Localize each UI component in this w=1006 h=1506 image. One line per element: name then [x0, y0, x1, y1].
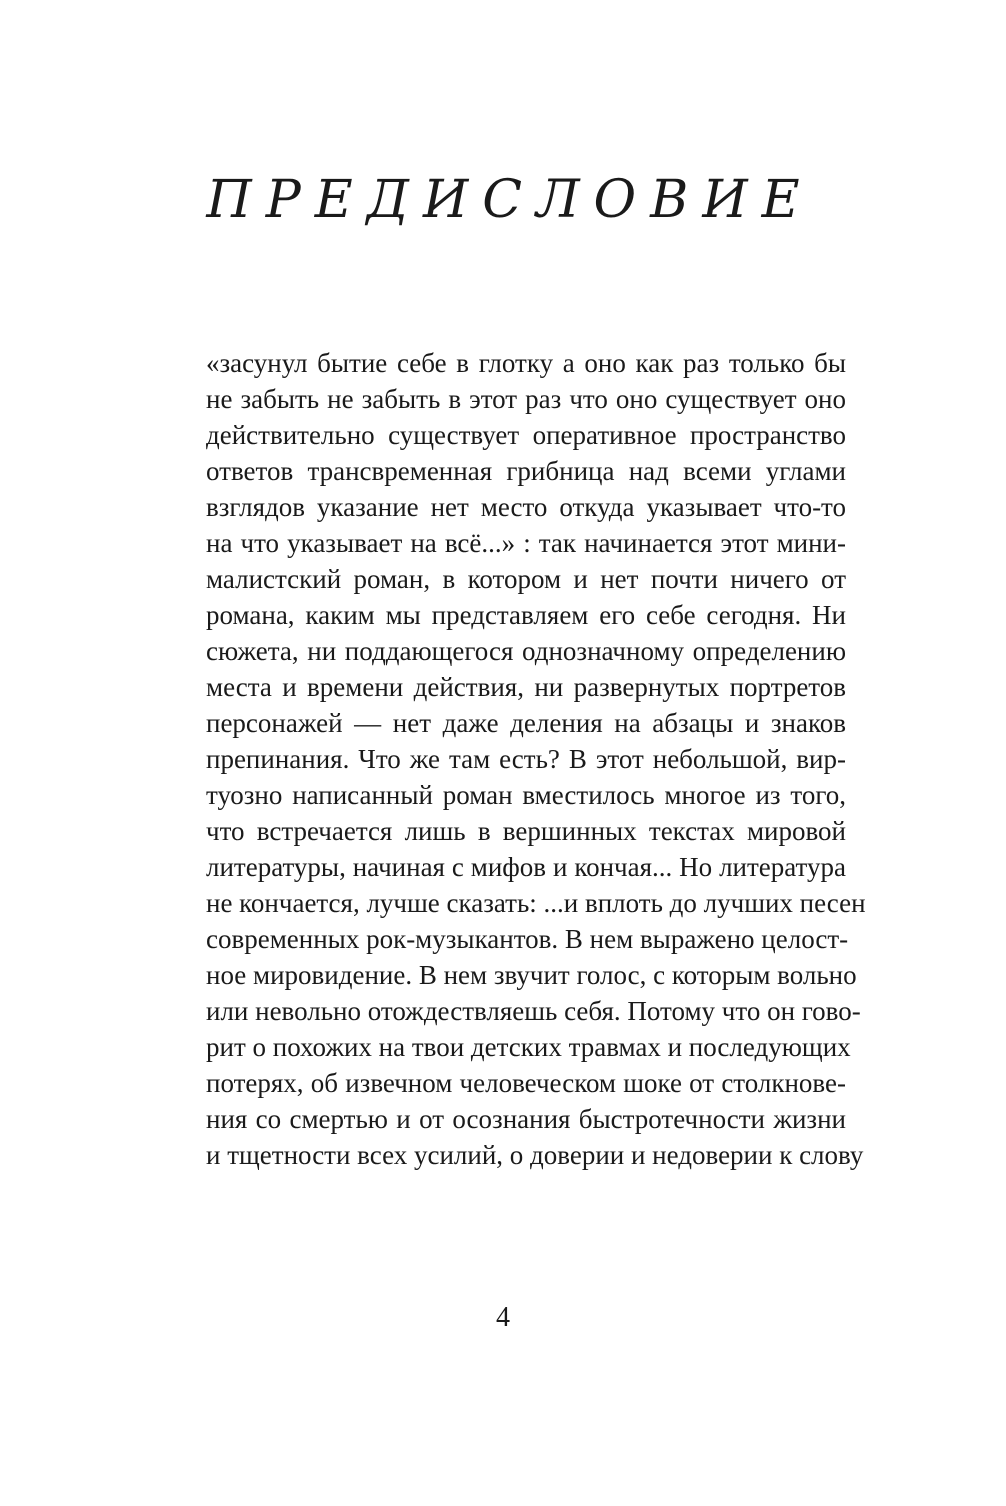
text-line: персонажей — нет даже деления на абзацы и знаков	[206, 708, 846, 738]
page-title: ПРЕДИСЛОВИЕ	[206, 170, 814, 230]
text-line: места и времени действия, ни развернутых портретов	[206, 672, 846, 702]
text-line: не кончается, лучше сказать: ...и вплоть до лучших песен	[206, 888, 866, 918]
text-line: взглядов указание нет место откуда указывает что-то	[206, 492, 846, 522]
text-line: романа, каким мы представляем его себе сегодня. Ни	[206, 600, 846, 630]
text-line: малистский роман, в котором и нет почти ничего от	[206, 564, 846, 594]
text-line: на что указывает на всё...» : так начинается этот мини-	[206, 528, 846, 558]
text-line: туозно написанный роман вместилось многое из того,	[206, 780, 846, 810]
text-line: что встречается лишь в вершинных текстах мировой	[206, 816, 846, 846]
text-line: препинания. Что же там есть? В этот небольшой, вир-	[206, 744, 846, 774]
text-line: действительно существует оперативное пространство	[206, 420, 846, 450]
text-line: литературы, начиная с мифов и кончая... Но литература	[206, 852, 846, 882]
text-line: и тщетности всех усилий, о доверии и недоверии к слову	[206, 1140, 864, 1170]
text-line: сюжета, ни поддающегося однозначному определению	[206, 636, 846, 666]
text-line: ответов трансвременная грибница над всеми углами	[206, 456, 846, 486]
preface-paragraph	[206, 345, 866, 1173]
text-line: современных рок-музыкантов. В нем выражено целост-	[206, 924, 849, 954]
text-line: «засунул бытие себе в глотку а оно как раз только бы	[206, 348, 846, 378]
text-line: рит о похожих на твои детских травмах и последующих	[206, 1032, 851, 1062]
text-line: ния со смертью и от осознания быстротечности жизни	[206, 1104, 846, 1134]
page-number: 4	[496, 1302, 510, 1333]
text-line: не забыть не забыть в этот раз что оно существует оно	[206, 384, 846, 414]
text-line: ное мировидение. В нем звучит голос, с которым вольно	[206, 960, 857, 990]
text-line: или невольно отождествляешь себя. Потому что он гово-	[206, 996, 861, 1026]
text-line: потерях, об извечном человеческом шоке от столкнове-	[206, 1068, 846, 1098]
